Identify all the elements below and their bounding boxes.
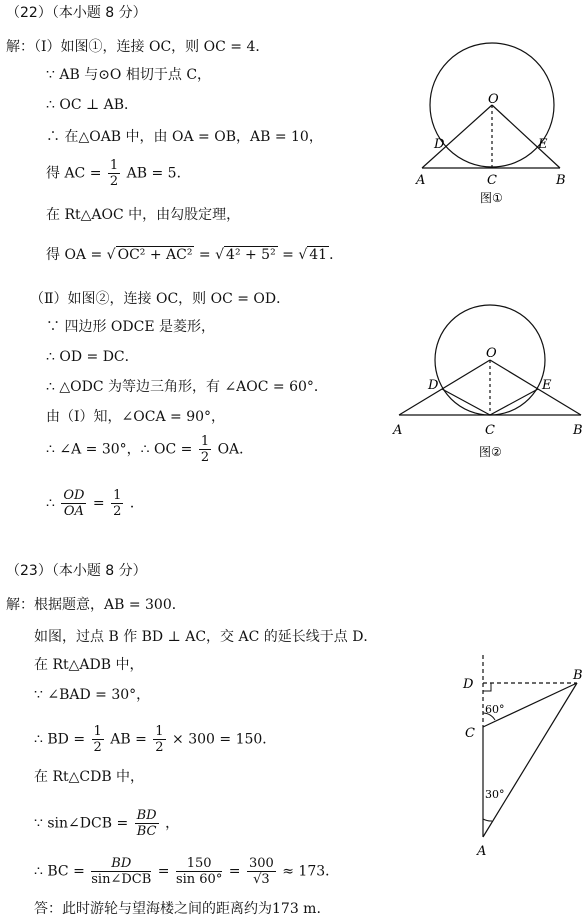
- numerator: 1: [155, 724, 164, 739]
- radicand: 41: [309, 247, 328, 263]
- p22-header: （22）（本小题 8 分）: [6, 5, 147, 21]
- numerator: BD: [136, 808, 157, 823]
- p22-line: （Ⅱ）如图②，连接 OC，则 OC = OD．: [30, 291, 291, 307]
- label-D: D: [434, 137, 445, 152]
- segment-OB: [490, 360, 581, 415]
- label-B: B: [573, 423, 583, 438]
- sqrt-sign: √: [106, 247, 116, 263]
- figure-1-caption: 图①: [480, 191, 503, 205]
- text: ≈ 173．: [282, 863, 340, 880]
- denominator: √3: [253, 872, 270, 887]
- numerator: BD: [91, 856, 151, 872]
- text: ∴ ∠A = 30°，∴ OC =: [46, 441, 193, 458]
- p22-line: ∵ AB 与⊙O 相切于点 C，: [46, 67, 212, 83]
- fraction: [61, 488, 86, 519]
- segment-DC: [442, 389, 490, 415]
- fraction: [91, 856, 151, 887]
- figure-2-caption: 图②: [479, 445, 502, 459]
- text: =: [228, 863, 241, 880]
- p23-line: 在 Rt△ADB 中，: [34, 657, 144, 673]
- text: =: [92, 495, 105, 512]
- p22-line: 由（Ⅰ）知，∠OCA = 90°，: [46, 409, 226, 425]
- text: =: [277, 247, 299, 263]
- p22-line: ∵ 四边形 ODCE 是菱形，: [46, 319, 215, 335]
- p22-line: [46, 488, 144, 519]
- text: =: [157, 863, 170, 880]
- p22-line: 解：（Ⅰ）如图①，连接 OC，则 OC = 4．: [6, 39, 270, 55]
- denominator: 2: [113, 504, 122, 519]
- fraction: [92, 724, 104, 755]
- text: 得 AC =: [46, 165, 102, 182]
- angle-label-60: 60°: [485, 703, 505, 716]
- text: ∴ BD =: [34, 731, 86, 748]
- text: ，: [165, 815, 180, 832]
- segment-OA: [399, 360, 490, 415]
- text: OA．: [217, 441, 254, 458]
- numerator: 1: [200, 434, 210, 449]
- radicand: 4² + 5²: [226, 247, 276, 263]
- p23-header: （23）（本小题 8 分）: [6, 563, 147, 579]
- sqrt-sign: √: [215, 247, 225, 263]
- p23-line: ∵ ∠BAD = 30°，: [34, 687, 151, 703]
- denominator: 2: [200, 450, 210, 465]
- fraction: [176, 856, 222, 887]
- fraction: [111, 488, 123, 519]
- text: ．: [129, 495, 144, 512]
- numerator: 1: [113, 488, 122, 503]
- p22-line: ∴ △ODC 为等边三角形，有 ∠AOC = 60°．: [46, 379, 328, 395]
- label-D: D: [463, 677, 474, 692]
- label-E: E: [538, 137, 548, 152]
- label-A: A: [393, 423, 403, 438]
- p22-line: ∴ OC ⊥ AB．: [46, 97, 139, 113]
- numerator: OD: [63, 488, 85, 503]
- denominator: 2: [93, 740, 102, 755]
- angle-arc-30: [483, 819, 492, 821]
- denominator: BC: [136, 824, 157, 839]
- numerator: 1: [109, 158, 119, 173]
- label-D: D: [428, 378, 439, 393]
- text: AB =: [110, 731, 147, 748]
- segment-OB: [492, 105, 560, 168]
- label-B: B: [573, 668, 583, 683]
- angle-label-30: 30°: [485, 788, 505, 801]
- p22-line: 在 Rt△AOC 中，由勾股定理，: [46, 207, 241, 223]
- label-C: C: [465, 726, 475, 741]
- text: ∵ sin∠DCB =: [34, 815, 129, 832]
- label-C: C: [485, 423, 495, 438]
- figure-1-diagram: [410, 40, 585, 230]
- p23-line: 解：根据题意，AB = 300．: [6, 597, 186, 613]
- p22-line: ∴ OD = DC．: [46, 349, 139, 365]
- sqrt-sign: √: [298, 247, 308, 263]
- label-O: O: [486, 346, 497, 361]
- radicand: OC² + AC²: [117, 247, 193, 263]
- label-E: E: [542, 378, 552, 393]
- text: ∴: [46, 495, 55, 512]
- fraction: [108, 158, 120, 189]
- label-A: A: [416, 173, 426, 188]
- p22-line: [46, 158, 191, 189]
- text: 得 OA =: [46, 247, 103, 263]
- figure-2-diagram: [385, 300, 585, 460]
- denominator: 2: [155, 740, 164, 755]
- p22-line: [46, 434, 253, 465]
- label-O: O: [488, 92, 499, 107]
- p23-line: [34, 724, 276, 755]
- fraction: [135, 808, 159, 839]
- denominator: 2: [109, 174, 119, 189]
- numerator: 150: [176, 856, 222, 872]
- text: AB = 5．: [126, 165, 191, 182]
- p23-line: [34, 856, 339, 887]
- figure-3-diagram: [455, 655, 585, 865]
- p23-answer: 答：此时游轮与望海楼之间的距离约为173 m.: [34, 901, 321, 917]
- label-C: C: [487, 173, 497, 188]
- label-B: B: [556, 173, 566, 188]
- p23-line: [34, 808, 179, 839]
- fraction: [247, 856, 276, 887]
- fraction: [199, 434, 211, 465]
- p22-line: [46, 246, 343, 264]
- denominator: OA: [63, 504, 84, 519]
- text: =: [194, 247, 216, 263]
- text: × 300 = 150．: [172, 731, 277, 748]
- denominator: sin∠DCB: [91, 872, 152, 887]
- text: ∴ BC =: [34, 863, 85, 880]
- segment-EC: [490, 389, 538, 415]
- numerator: 300: [248, 856, 274, 871]
- right-angle-mark: [483, 683, 491, 691]
- p22-line: ∴ 在△OAB 中，由 OA = OB，AB = 10，: [46, 129, 323, 145]
- numerator: 1: [93, 724, 102, 739]
- segment-OA: [422, 105, 492, 168]
- p23-line: 在 Rt△CDB 中，: [34, 769, 145, 785]
- fraction: [153, 724, 165, 755]
- text: ．: [329, 247, 344, 263]
- p23-line: 如图，过点 B 作 BD ⊥ AC，交 AC 的延长线于点 D．: [34, 629, 378, 645]
- label-A: A: [477, 844, 487, 859]
- denominator: sin 60°: [175, 872, 223, 887]
